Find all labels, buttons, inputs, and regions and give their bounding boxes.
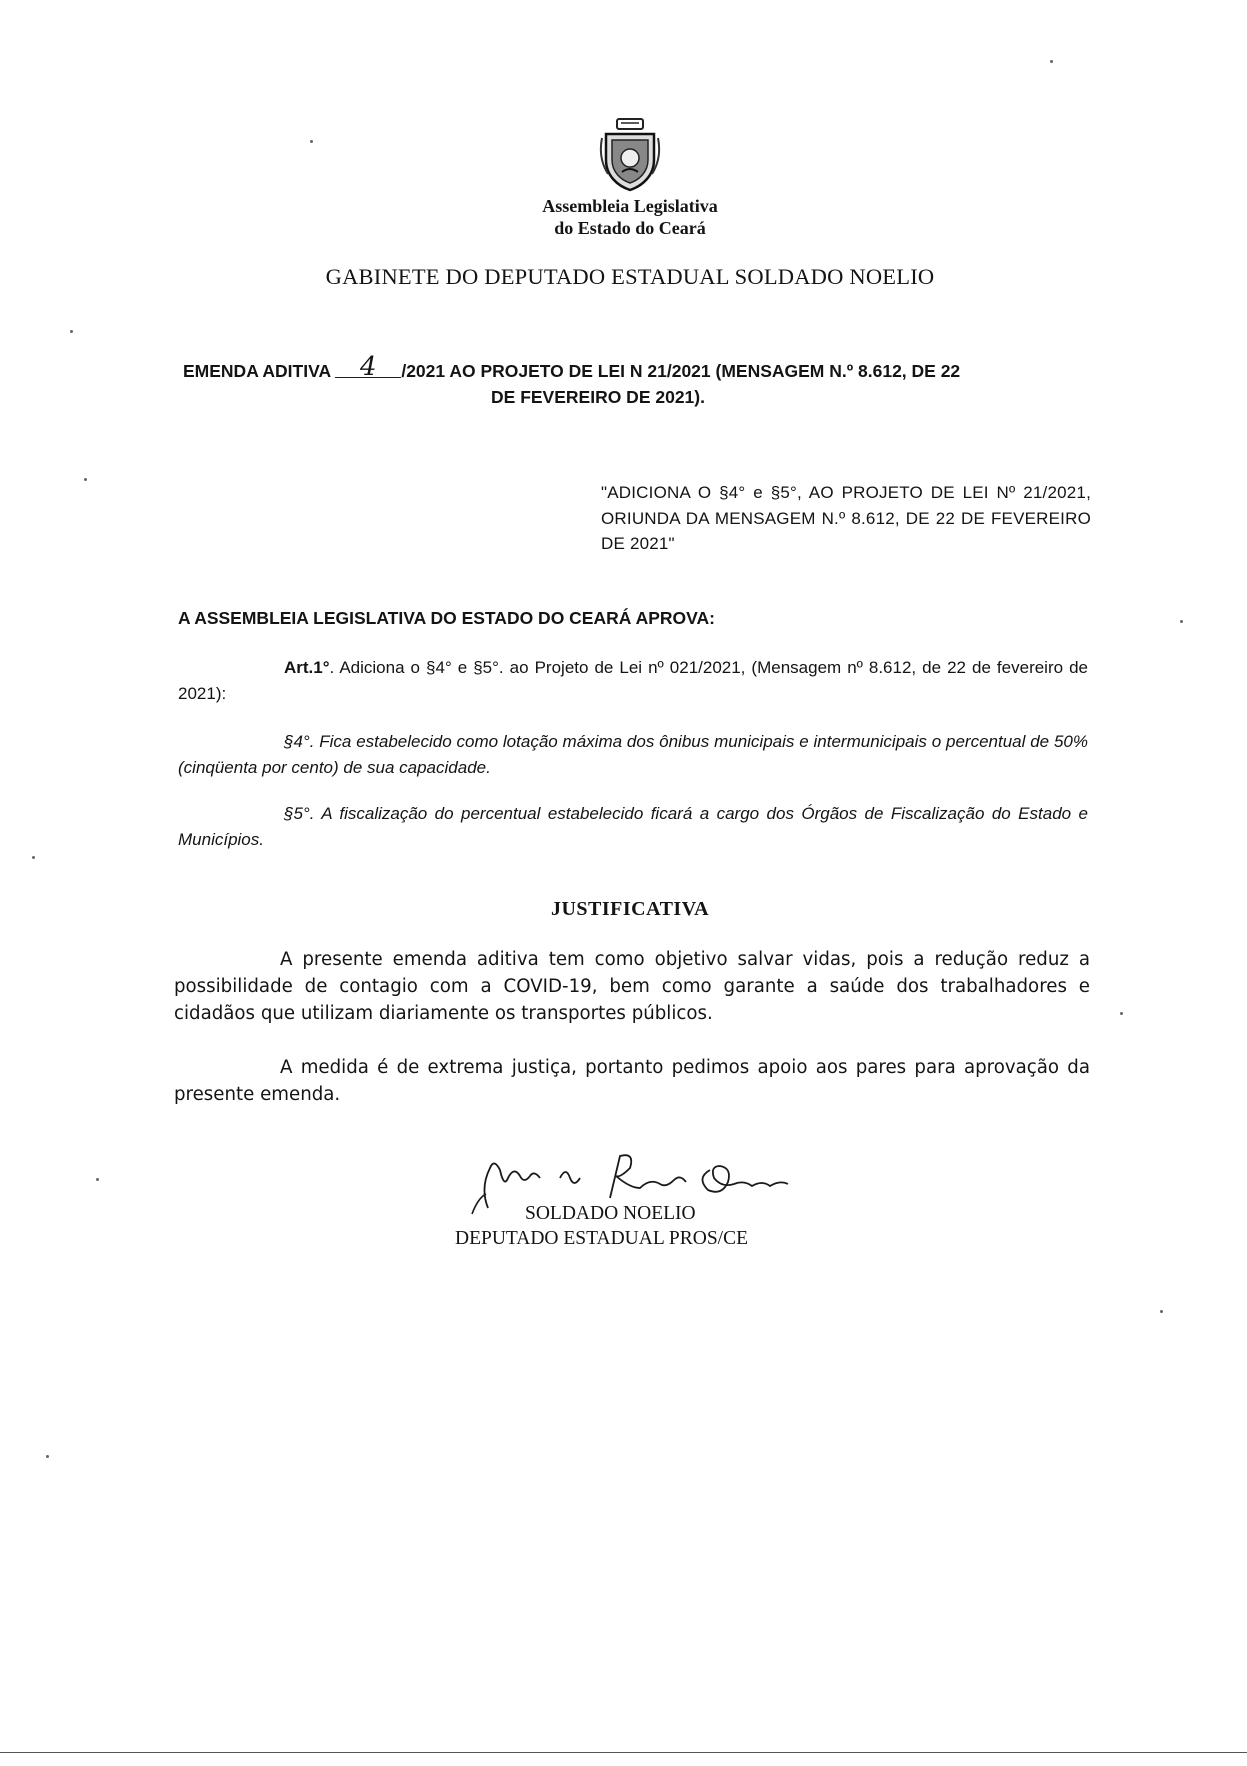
paragraph-5: §5°. A fiscalização do percentual estabelecido ficará a cargo dos Órgãos de Fiscalização do Estado e Municípios. <box>178 804 1088 849</box>
justificativa-paragraph-2: A medida é de extrema justiça, portanto pedimos apoio aos pares para aprovação da presente emenda. <box>174 1057 1090 1105</box>
article-1 <box>178 655 1088 706</box>
scan-speck <box>96 1178 99 1181</box>
article-1-text: . Adiciona o §4° e §5°. ao Projeto de Lei nº 021/2021, (Mensagem nº 8.612, de 22 de fevereiro de 2021): <box>178 658 1088 703</box>
ementa-quote: "ADICIONA O §4° e §5°, AO PROJETO DE LEI Nº 21/2021, ORIUNDA DA MENSAGEM N.º 8.612, DE 22 DE FEVEREIRO DE 2021" <box>601 483 1091 553</box>
institution-name-line1: Assembleia Legislativa <box>542 196 718 216</box>
aprova-heading: A ASSEMBLEIA LEGISLATIVA DO ESTADO DO CEARÁ APROVA: <box>178 608 716 628</box>
signatory-role: DEPUTADO ESTADUAL PROS/CE <box>455 1228 749 1249</box>
scan-speck <box>310 140 313 143</box>
scan-speck <box>70 330 73 333</box>
institution-name-line2: do Estado do Ceará <box>554 218 706 238</box>
state-crest-icon <box>598 118 662 192</box>
scan-speck <box>1180 620 1183 623</box>
footer-rule <box>0 1752 1247 1753</box>
gabinete-title: GABINETE DO DEPUTADO ESTADUAL SOLDADO NOELIO <box>325 264 935 289</box>
scan-speck <box>1120 1012 1123 1015</box>
scan-speck <box>84 478 87 481</box>
ementa-rest-line1: /2021 AO PROJETO DE LEI N 21/2021 (MENSAGEM N.º 8.612, DE 22 <box>401 361 961 381</box>
justificativa-paragraph-1: A presente emenda aditiva tem como objetivo salvar vidas, pois a redução reduz a possibilidade de contagio com a COVID-19, bem como garante a saúde dos trabalhadores e cidadãos que utilizam diariamente os transportes públicos. <box>174 949 1090 1024</box>
scan-speck <box>1050 60 1053 63</box>
scan-speck <box>1160 1310 1163 1313</box>
scan-speck <box>32 856 35 859</box>
ementa-heading <box>183 352 1083 410</box>
justificativa-title: JUSTIFICATIVA <box>550 898 710 920</box>
signatory-name: SOLDADO NOELIO <box>525 1203 696 1224</box>
article-1-label: Art.1° <box>284 658 330 677</box>
scan-speck <box>46 1455 49 1458</box>
ementa-number-handwritten: 4 <box>335 357 401 378</box>
ementa-prefix: EMENDA ADITIVA <box>183 361 331 381</box>
paragraph-4: §4°. Fica estabelecido como lotação máxima dos ônibus municipais e intermunicipais o percentual de 50%(cinqüenta por cento) de sua capacidade. <box>178 732 1088 777</box>
ementa-line2: DE FEVEREIRO DE 2021). <box>491 387 705 407</box>
